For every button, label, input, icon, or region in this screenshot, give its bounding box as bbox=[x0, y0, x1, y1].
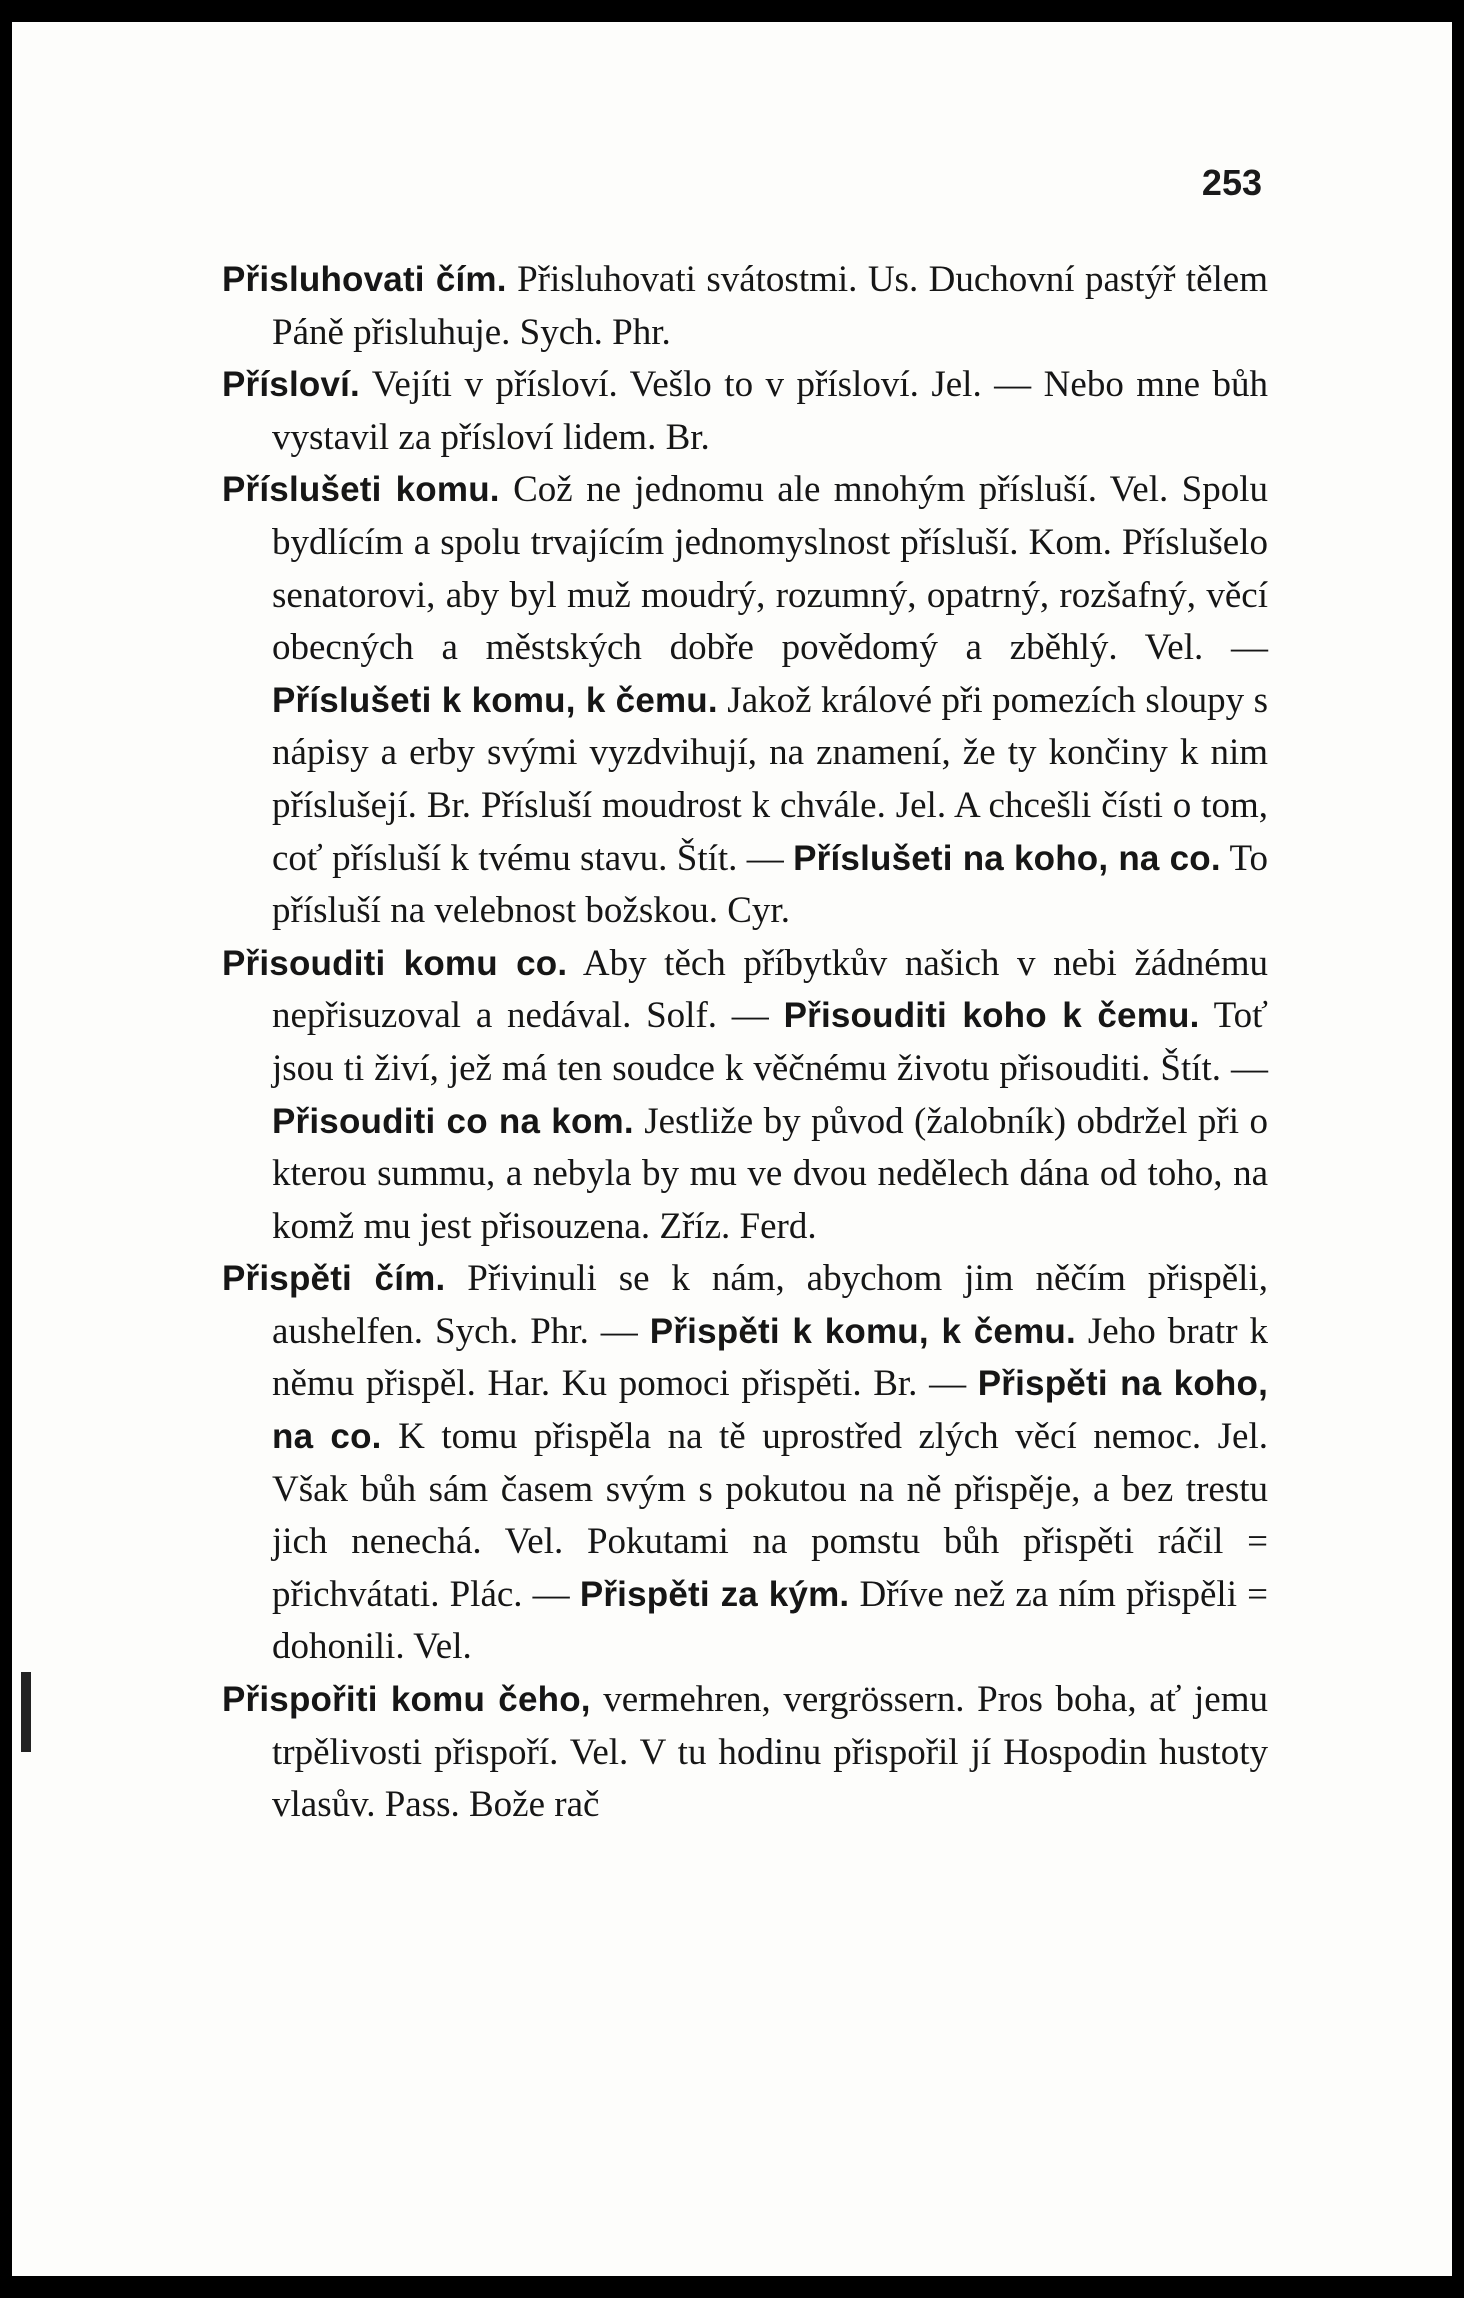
entry-text: Aby těch příbytkův našich v nebi žádnému nepřisuzoval a nedával. Solf. — bbox=[272, 942, 1268, 1037]
subentry-headword: Přisouditi koho k čemu. bbox=[783, 996, 1200, 1036]
book-page bbox=[12, 22, 1452, 2276]
entry-headword: Přispořiti komu čeho, bbox=[222, 1680, 591, 1720]
subentry-text: Dříve než za ním přispěli = dohonili. Vel. bbox=[272, 1573, 1268, 1668]
entry-headword: Příslušeti komu. bbox=[222, 470, 500, 510]
subentry-headword: Přisouditi co na kom. bbox=[272, 1101, 634, 1141]
entry-prislusheti bbox=[222, 464, 1268, 937]
subentry-text: Jeho bratr k němu přispěl. Har. Ku pomoci přispěti. Br. — bbox=[272, 1310, 1269, 1405]
entry-headword: Přisouditi komu co. bbox=[222, 943, 568, 983]
entry-headword: Přispěti čím. bbox=[222, 1259, 446, 1299]
subentry-text: To přísluší na velebnost božskou. Cyr. bbox=[272, 837, 1268, 932]
entry-prislovi bbox=[222, 359, 1268, 464]
entry-headword: Přísloví. bbox=[222, 365, 360, 405]
subentry-text: K tomu přispěla na tě uprostřed zlých věcí nemoc. Jel. Však bůh sám časem svým s pokutou na ně přispěje, a bez trestu jich nenechá. Vel. Pokutami na pomstu bůh přispěti ráčil = přichvátati. Plác. — bbox=[272, 1416, 1268, 1615]
binding-mark bbox=[21, 1672, 31, 1752]
subentry-text: Jakož králové při pomezích sloupy s nápisy a erby svými vyzdvihují, na znamení, že ty končiny k nim příslušejí. Br. Přísluší moudrost k chvále. Jel. A chcešli čísti o tom, coť přísluší k tvému stavu. Štít. — bbox=[272, 679, 1268, 879]
entry-text: vermehren, vergrössern. Pros boha, ať jemu trpělivosti přispoří. Vel. V tu hodinu přispořil jí Hospodin hustoty vlasův. Pass. Bože rač bbox=[272, 1679, 1269, 1826]
entry-text: Přivinuli se k nám, abychom jim něčím přispěli, aushelfen. Sych. Phr. — bbox=[272, 1258, 1268, 1352]
subentry-headword: Příslušeti na koho, na co. bbox=[793, 838, 1221, 878]
entry-headword: Přisluhovati čím. bbox=[222, 260, 507, 299]
entry-text: Přisluhovati svátostmi. Us. Duchovní pastýř tělem Páně přisluhuje. Sych. Phr. bbox=[272, 259, 1268, 353]
subentry-headword: Přispěti za kým. bbox=[579, 1574, 850, 1614]
page-number: 253 bbox=[1201, 162, 1262, 203]
entry-prisouditi bbox=[222, 938, 1268, 1254]
subentry-headword: Přispěti na koho, na co. bbox=[272, 1364, 1268, 1457]
entry-text: Což ne jednomu ale mnohým přísluší. Vel. Spolu bydlícím a spolu trvajícím jednomyslnost přísluší. Kom. Příslušelo senatorovi, aby byl muž moudrý, rozumný, opatrný, rozšafný, věcí obecných a městských dobře povědomý a zběhlý. Vel. — bbox=[272, 469, 1268, 669]
dictionary-column bbox=[222, 254, 1268, 1832]
subentry-headword: Příslušeti k komu, k čemu. bbox=[272, 680, 718, 720]
entry-text: Vejíti v přísloví. Vešlo to v přísloví. Jel. — Nebo mne bůh vystavil za přísloví lidem. Br. bbox=[272, 364, 1268, 458]
subentry-text: Jestliže by původ (žalobník) obdržel při o kterou summu, a nebyla by mu ve dvou nedělech dána od toho, na komž mu jest přisouzena. Zříz. Ferd. bbox=[272, 1100, 1268, 1247]
entry-prisluhovati bbox=[222, 254, 1268, 359]
subentry-headword: Přispěti k komu, k čemu. bbox=[649, 1311, 1076, 1351]
entry-prispeti bbox=[222, 1253, 1268, 1674]
entry-prisporiti bbox=[222, 1674, 1268, 1832]
subentry-text: Toť jsou ti živí, jež má ten soudce k věčnému životu přisouditi. Štít. — bbox=[272, 995, 1268, 1089]
